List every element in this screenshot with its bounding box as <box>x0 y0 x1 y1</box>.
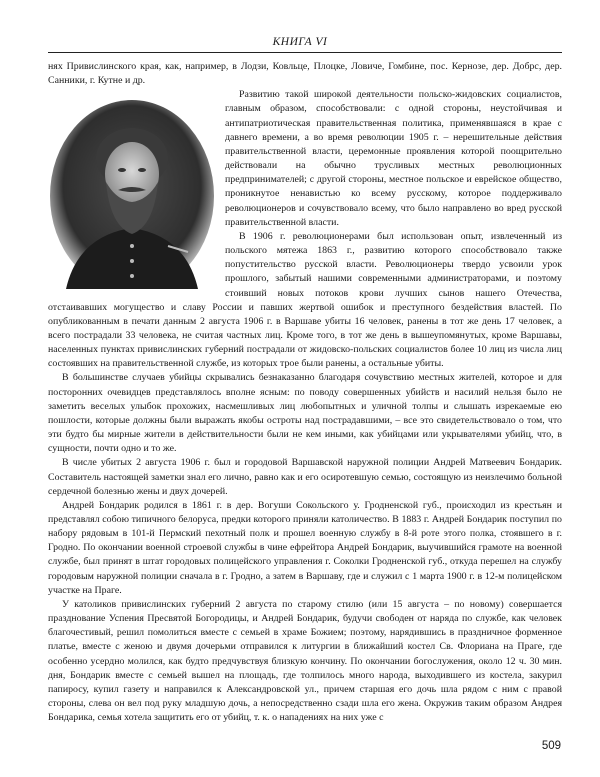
paragraph: нях Привислинского края, как, например, в Лодзи, Ковльце, Плоцке, Ловиче, Гомбине, пос. Кернозе, дер. Добрс, дер. Санники, г. Кутне и др. <box>48 61 562 87</box>
body-text <box>48 60 562 725</box>
paragraph: Развитию такой широкой деятельности польско-жидовских социалистов, главным образом, способствовали: с одной стороны, неустойчивая и антипатриотическая правительственная политика, применявшаяся в крае с давнего времени, а во время революции 1905 г. – нерешительные действия правительственной власти, церемонные проявления которой поощрительно действовали на обычно трусливых местных революционных предпринимателей; с другой стороны, местное польское и еврейское общество, проникнутое ненавистью ко всему русскому, которое поддерживало революционеров и сочувствовало всему, что было направлено во вред русской правительственной власти. <box>225 89 562 228</box>
paragraph: В числе убитых 2 августа 1906 г. был и городовой Варшавской наружной полиции Андрей Матвеевич Бондарик. Составитель настоящей заметки знал его лично, равно как и его осиротевшую семью, состоящую из неизлечимо больной сердечной болезнью жены и двух дочерей. <box>48 457 562 497</box>
paragraph: Андрей Бондарик родился в 1861 г. в дер. Вогуши Сокольского у. Гродненской губ., происходил из крестьян и представлял собою типичного белоруса, предки которого приняли католичество. В 1883 г. Андрей Бондарик поступил по набору рядовым в 101-й Пермский пехотный полк и прошел военную службу в 8-й роте этого полка, стоявшего в г. Гродно. По окончании военной строевой службы в чине ефрейтора Андрей Бондарик, выучившийся грамоте на военной службе, был принят в штат городовых полицейского управления г. Соколки Гродненской губ., откуда перешел на службу городовым наружной полиции сначала в г. Гродно, а затем в Варшаву, где и служил с 1 марта 1900 г. в 12-м полицейском участке на Праге. <box>48 499 562 596</box>
paragraph: В большинстве случаев убийцы скрывались безнаказанно благодаря сочувствию местных жителей, которое и для посторонних очевидцев представлялось вполне ясным: по поводу совершенных убийств и насилий нельзя было не заметить веселых улыбок прохожих, насмешливых лиц любопытных и уличной толпы и слышать изрекаемые ею пошлости, которые должны были выражать якобы остроты над пострадавшими, – все это свидетельствовало о том, что эти будто бы мирные жители в действительности были не кем иными, как убийцами или укрывателями убийц, что, в сущности, почти одно и то же. <box>48 372 562 455</box>
running-header: КНИГА VI <box>272 36 328 48</box>
page-number: 509 <box>541 740 561 752</box>
header-rule <box>48 52 562 53</box>
paragraph: У католиков привислинских губерний 2 августа по старому стилю (или 15 августа – по новому) совершается празднование Успения Пресвятой Богородицы, и Андрей Бондарик, будучи свободен от наряда по службе, как человек благочестивый, решил помолиться вместе с семьей в храме Божием; поэтому, нарядившись в праздничное форменное платье, вместе с женою и двумя дочерьми отправился к литургии в ближайший костел Св. Флориана на Праге, где особенно усердно молился, как будто предчувствуя близкую кончину. По окончании богослужения, около 12 ч. 30 мин. дня, Бондарик вместе с семьей вышел на площадь, где толпилось много народа, выходившего из костела, закурил папиросу, купил газету и направился к Александровской ул., причем старшая его дочь шла рядом с ним с правой стороны, слева он вел под руку младшую дочь, а непосредственно сзади шла его жена. Окружив таким образом Андрея Бондарика, семья хотела защитить его от убийц, т. к. о нападениях на них уже с <box>48 598 562 724</box>
portrait-photo <box>48 96 215 289</box>
paragraph: В 1906 г. революционерами был использован опыт, извлеченный из польского мятежа 1863 г., развитию которого способствовало также попустительство русской власти. Революционеры твердо усвоили урок прошлого, забытый нашими современными администраторами, и поэтому стоивший новых потоков крови лучших сынов нашего Отечества, отстаивавших могущество и славу России и павших жертвой ошибок и преступного бездействия властей. По опубликованным в печати данным 2 августа 1906 г. в Варшаве убиты 16 человек, ранены в тот же день 17 человек, а всего пострадали 33 человека, не считая частных лиц. Кроме того, в тот же день в вышеупомянутых, кроме Варшавы, населенных пунктах привислинских губерний пострадали от жидовско-польских социалистов более 10 лиц из числа лиц состоявших на правительственной службе, из которых трое были ранены, а остальные убиты. <box>48 230 562 370</box>
